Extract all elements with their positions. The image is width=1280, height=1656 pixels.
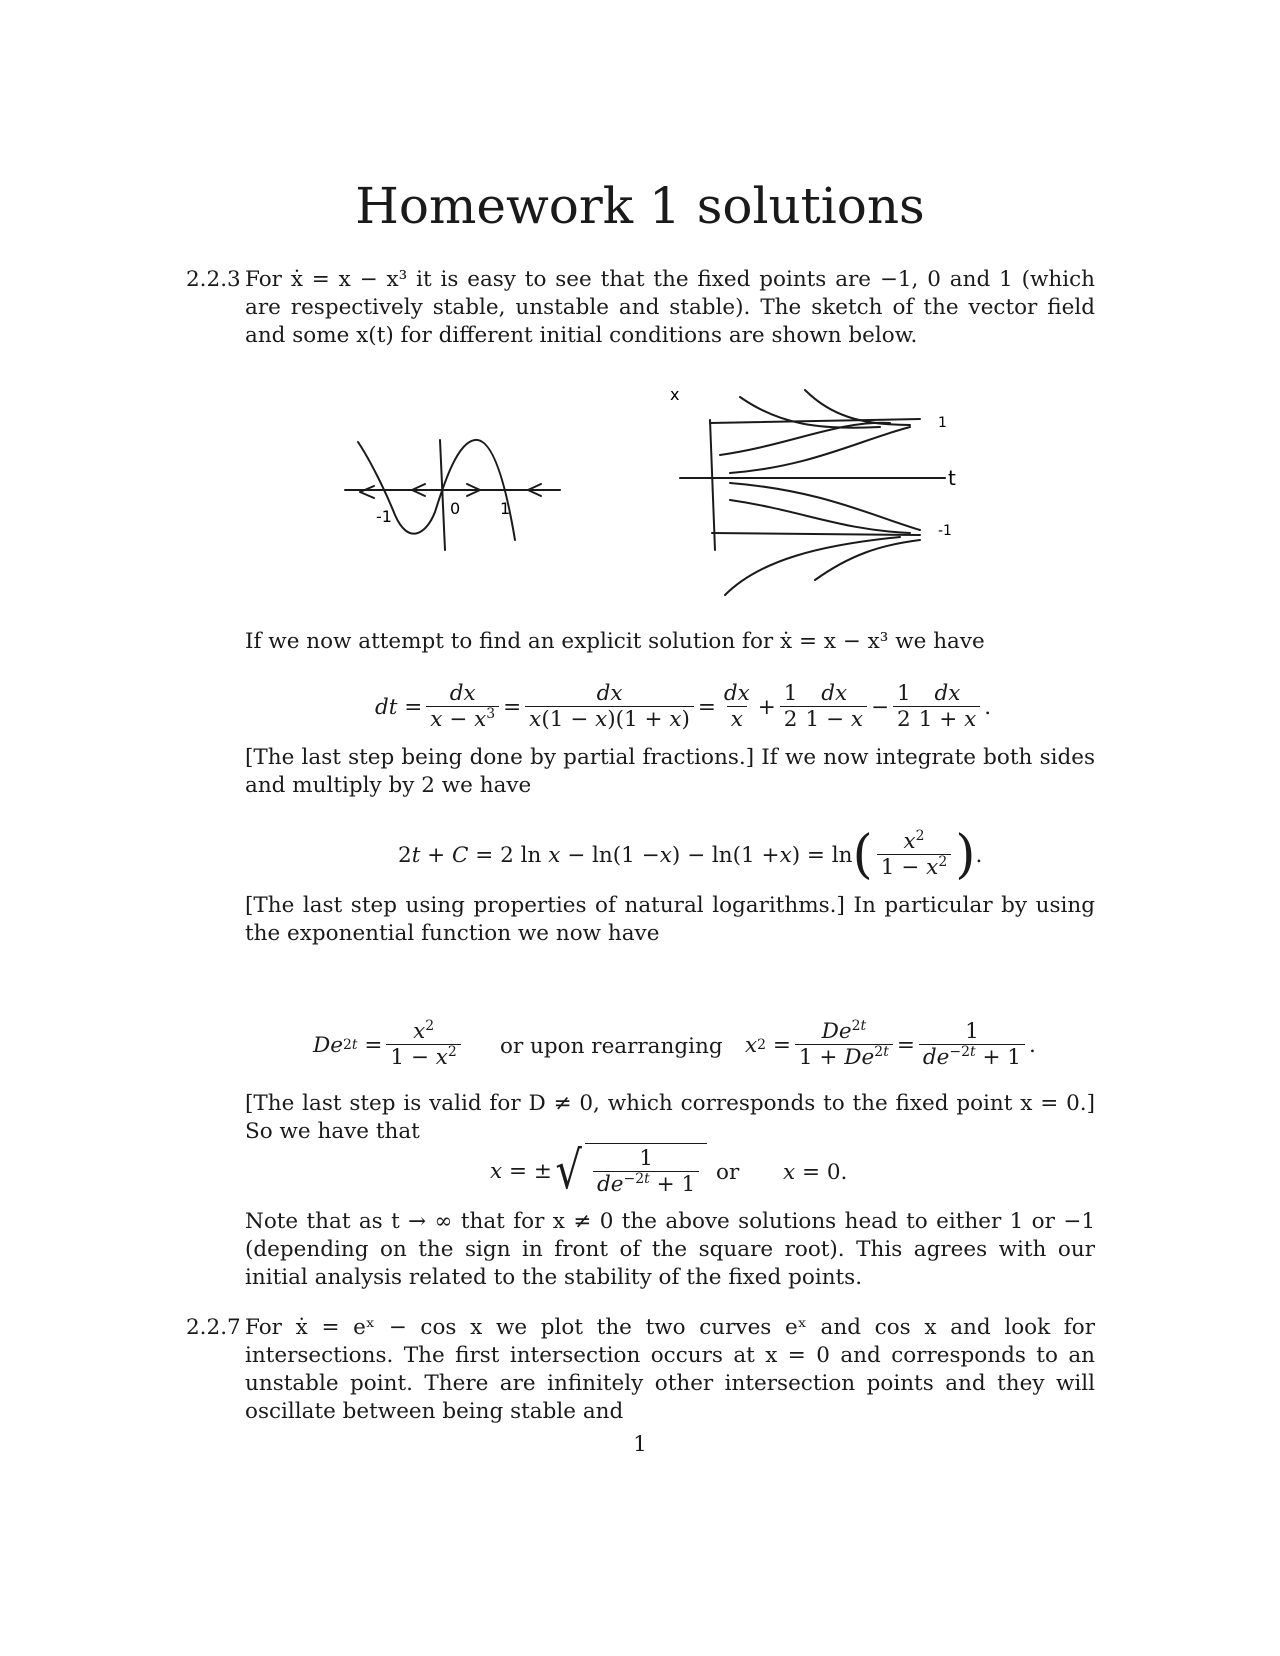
conclusion-text: Note that as t → ∞ that for x ≠ 0 the above solutions head to either 1 or −1 (depending on the sign in front of the square root). This agrees with our initial analysis related to the stability of the fixed points.: [245, 1209, 1095, 1290]
fixed-point-note: [The last step is valid for D ≠ 0, which corresponds to the fixed point x = 0.] So we have that: [245, 1091, 1095, 1144]
vector-field-sketch: [330, 420, 580, 590]
logarithms-note: [The last step using properties of natural logarithms.] In particular by using the exponential function we now have: [245, 893, 1095, 946]
trajectory: [730, 427, 910, 473]
t-axis-label: t: [948, 466, 956, 490]
tick-label-1: 1: [500, 499, 511, 518]
arrow-right-1: [360, 486, 374, 498]
label-bottom: -1: [938, 523, 952, 539]
problem-2-text: For ẋ = eˣ − cos x we plot the two curves eˣ and cos x and look for intersections. The first intersection occurs at x = 0 and corresponds to an unstable point. There are infinitely other intersection points and they will oscillate between being stable and: [245, 1315, 1095, 1424]
equation-integrated: 2 t + C = 2 ln x − ln(1 − x ) − ln(1 + x ) = ln ( $\frac{x^2}{1 - x^2}$ ) .: [398, 825, 983, 885]
page-number: 1: [633, 1432, 647, 1457]
equation-partial-fractions: dt = $\frac{dx}{x - x^3}$ = $\frac{dx}{x(1 - x)(1 + x)}$ = $\frac{dx}{x}$ + $\frac{1}{2}$ $\frac{dx}{1 - x}$ − $\frac{1}{2}$ $\frac{dx}{1 + x}$ .: [375, 680, 992, 732]
partial-fractions-note: [The last step being done by partial fractions.] If we now integrate both sides and multiply by 2 we have: [245, 745, 1095, 798]
fixed-line-bottom: [712, 533, 920, 535]
label-top: 1: [938, 415, 947, 431]
equation-solution: x = ± √ $\frac{1}{de^{-2t} + 1}$: [490, 1136, 707, 1206]
tick-label-neg1: -1: [376, 507, 392, 526]
trajectory: [740, 397, 880, 428]
equation-zero: x = 0.: [783, 1160, 848, 1185]
explicit-solution-intro: If we now attempt to find an explicit solution for ẋ = x − x³ we have: [245, 629, 985, 654]
trajectory: [730, 500, 910, 533]
tick-label-0: 0: [450, 499, 461, 518]
trajectory: [725, 537, 900, 595]
problem-number-2: 2.2.7: [186, 1315, 241, 1340]
equation-exponential: De 2t = $\frac{x^2}{1 - x^2}$: [313, 1010, 465, 1080]
trajectory: [815, 540, 920, 580]
or-text: or: [716, 1160, 740, 1185]
x-axis-vertical: [710, 420, 715, 550]
problem-number: 2.2.3: [186, 267, 241, 292]
trajectories-sketch: [670, 385, 990, 615]
equation-rearranged: x 2 = $\frac{De^{2t}}{1 + De^{2t}}$ = $\frac{1}{de^{-2t} + 1}$ .: [745, 1017, 1036, 1070]
x-axis-label: x: [670, 385, 680, 404]
rearranging-text: or upon rearranging: [500, 1034, 723, 1059]
document-title: Homework 1 solutions: [355, 177, 925, 235]
trajectory: [730, 483, 920, 530]
problem-intro-text: For ẋ = x − x³ it is easy to see that the fixed points are −1, 0 and 1 (which are respectively stable, unstable and stable). The sketch of the vector field and some x(t) for different initial conditions are shown below.: [245, 267, 1095, 348]
